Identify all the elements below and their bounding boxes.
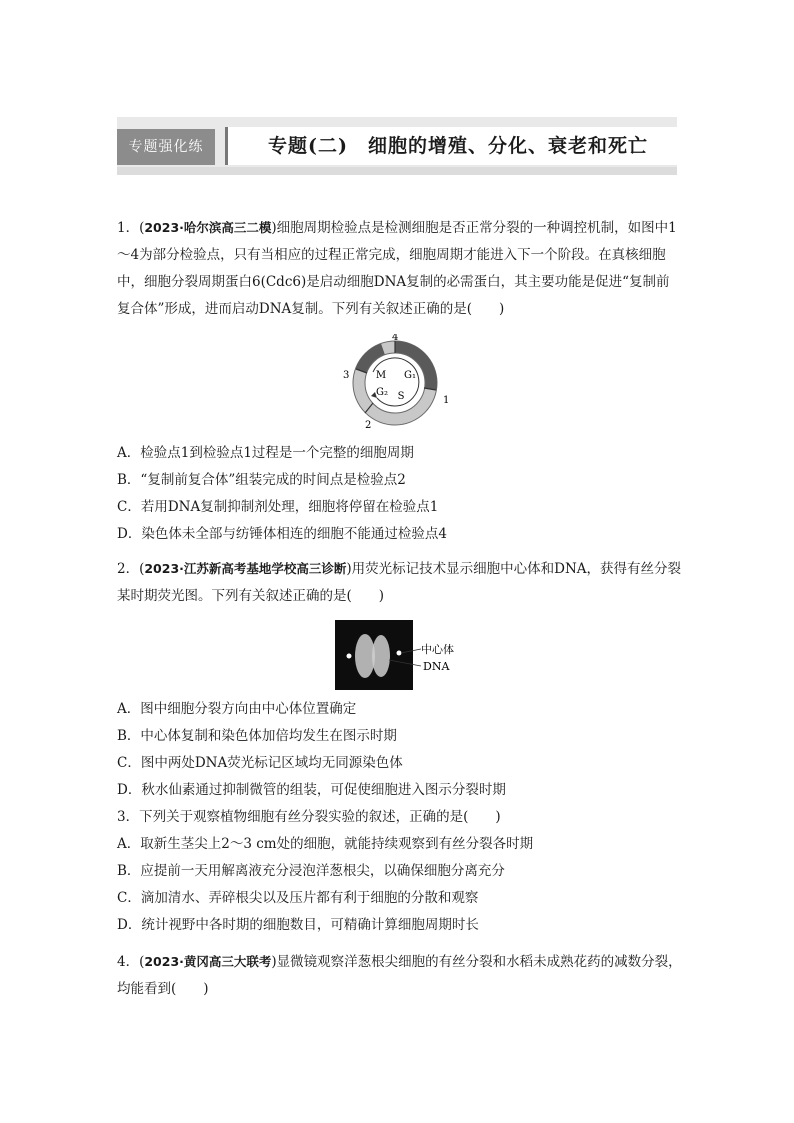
inner-circle [365, 353, 425, 413]
title-box [225, 127, 680, 165]
question-3-option-c: C．滴加清水、弄碎根尖以及压片都有利于细胞的分散和观察 [117, 890, 479, 906]
cell-cycle-diagram [340, 334, 460, 436]
question-3-option-b: B．应提前一天用解离液充分浸泡洋葱根尖，以确保细胞分离充分 [117, 863, 505, 879]
question-2 [117, 555, 683, 610]
centrosome-label: 中心体 [421, 643, 454, 656]
question-1-number: 1．( [117, 220, 145, 236]
question-2-number: 2．( [117, 561, 145, 577]
question-3-option-a: A．取新生茎尖上2～3 cm处的细胞，就能持续观察到有丝分裂各时期 [117, 836, 534, 852]
dna-region-right [372, 635, 390, 677]
question-3-option-d: D．统计视野中各时期的细胞数目，可精确计算细胞周期时长 [117, 917, 479, 933]
question-1-option-a: A．检验点1到检验点1过程是一个完整的细胞周期 [117, 445, 414, 461]
question-2-option-b: B．中心体复制和染色体加倍均发生在图示时期 [117, 728, 397, 744]
question-2-source: 2023·江苏新高考基地学校高三诊断 [144, 561, 347, 576]
question-1-option-b: B．“复制前复合体”组装完成的时间点是检验点2 [117, 472, 406, 488]
question-3: 3．下列关于观察植物细胞有丝分裂实验的叙述，正确的是( ) [117, 809, 501, 825]
dna-label: DNA [423, 660, 450, 673]
question-2-option-a: A．图中细胞分裂方向由中心体位置确定 [117, 701, 357, 717]
phase-m-label: M [375, 370, 387, 381]
question-4-number: 4．( [117, 954, 145, 970]
phase-g1-label: G₁ [404, 370, 416, 381]
phase-g2-label: G₂ [376, 387, 388, 398]
section-header [117, 117, 677, 175]
fluorescence-micrograph [335, 620, 465, 692]
question-4-stem: )显微镜观察洋葱根尖细胞的有丝分裂和水稻未成熟花药的减数分裂，均能看到( ) [117, 954, 682, 997]
centrosome-left [347, 654, 352, 659]
section-tag: 专题强化练 [117, 129, 215, 165]
checkpoint-4-label: 4 [392, 334, 399, 343]
question-1-source: 2023·哈尔滨高三二模 [144, 220, 272, 235]
question-1-option-c: C．若用DNA复制抑制剂处理，细胞将停留在检验点1 [117, 499, 439, 515]
question-2-option-c: C．图中两处DNA荧光标记区域均无同源染色体 [117, 755, 403, 771]
checkpoint-2-label: 2 [365, 420, 372, 431]
centrosome-right [397, 651, 402, 656]
header-stripe [117, 167, 677, 175]
question-4 [117, 948, 683, 1003]
phase-s-label: S [397, 391, 405, 402]
question-2-option-d: D．秋水仙素通过抑制微管的组装，可促使细胞进入图示分裂时期 [117, 782, 506, 798]
checkpoint-3-label: 3 [343, 370, 350, 381]
question-2-stem: )用荧光标记技术显示细胞中心体和DNA，获得有丝分裂某时期荧光图。下列有关叙述正确的是( ) [117, 561, 682, 604]
question-1-option-d: D．染色体未全部与纺锤体相连的细胞不能通过检验点4 [117, 526, 447, 542]
question-1 [117, 214, 683, 323]
page-title: 专题(二) 细胞的增殖、分化、衰老和死亡 [268, 135, 648, 157]
question-1-stem: )细胞周期检验点是检测细胞是否正常分裂的一种调控机制，如图中1～4为部分检验点，只有当相应的过程正常完成，细胞周期才能进入下一个阶段。在真核细胞中，细胞分裂周期蛋白6(Cdc6)是启动细胞DNA复制的必需蛋白，其主要功能是促进“复制前复合体”形成，进而启动DNA复制。下列有关叙述正确的是( ) [117, 220, 677, 317]
checkpoint-1-label: 1 [443, 395, 450, 406]
question-4-source: 2023·黄冈高三大联考 [144, 954, 272, 969]
